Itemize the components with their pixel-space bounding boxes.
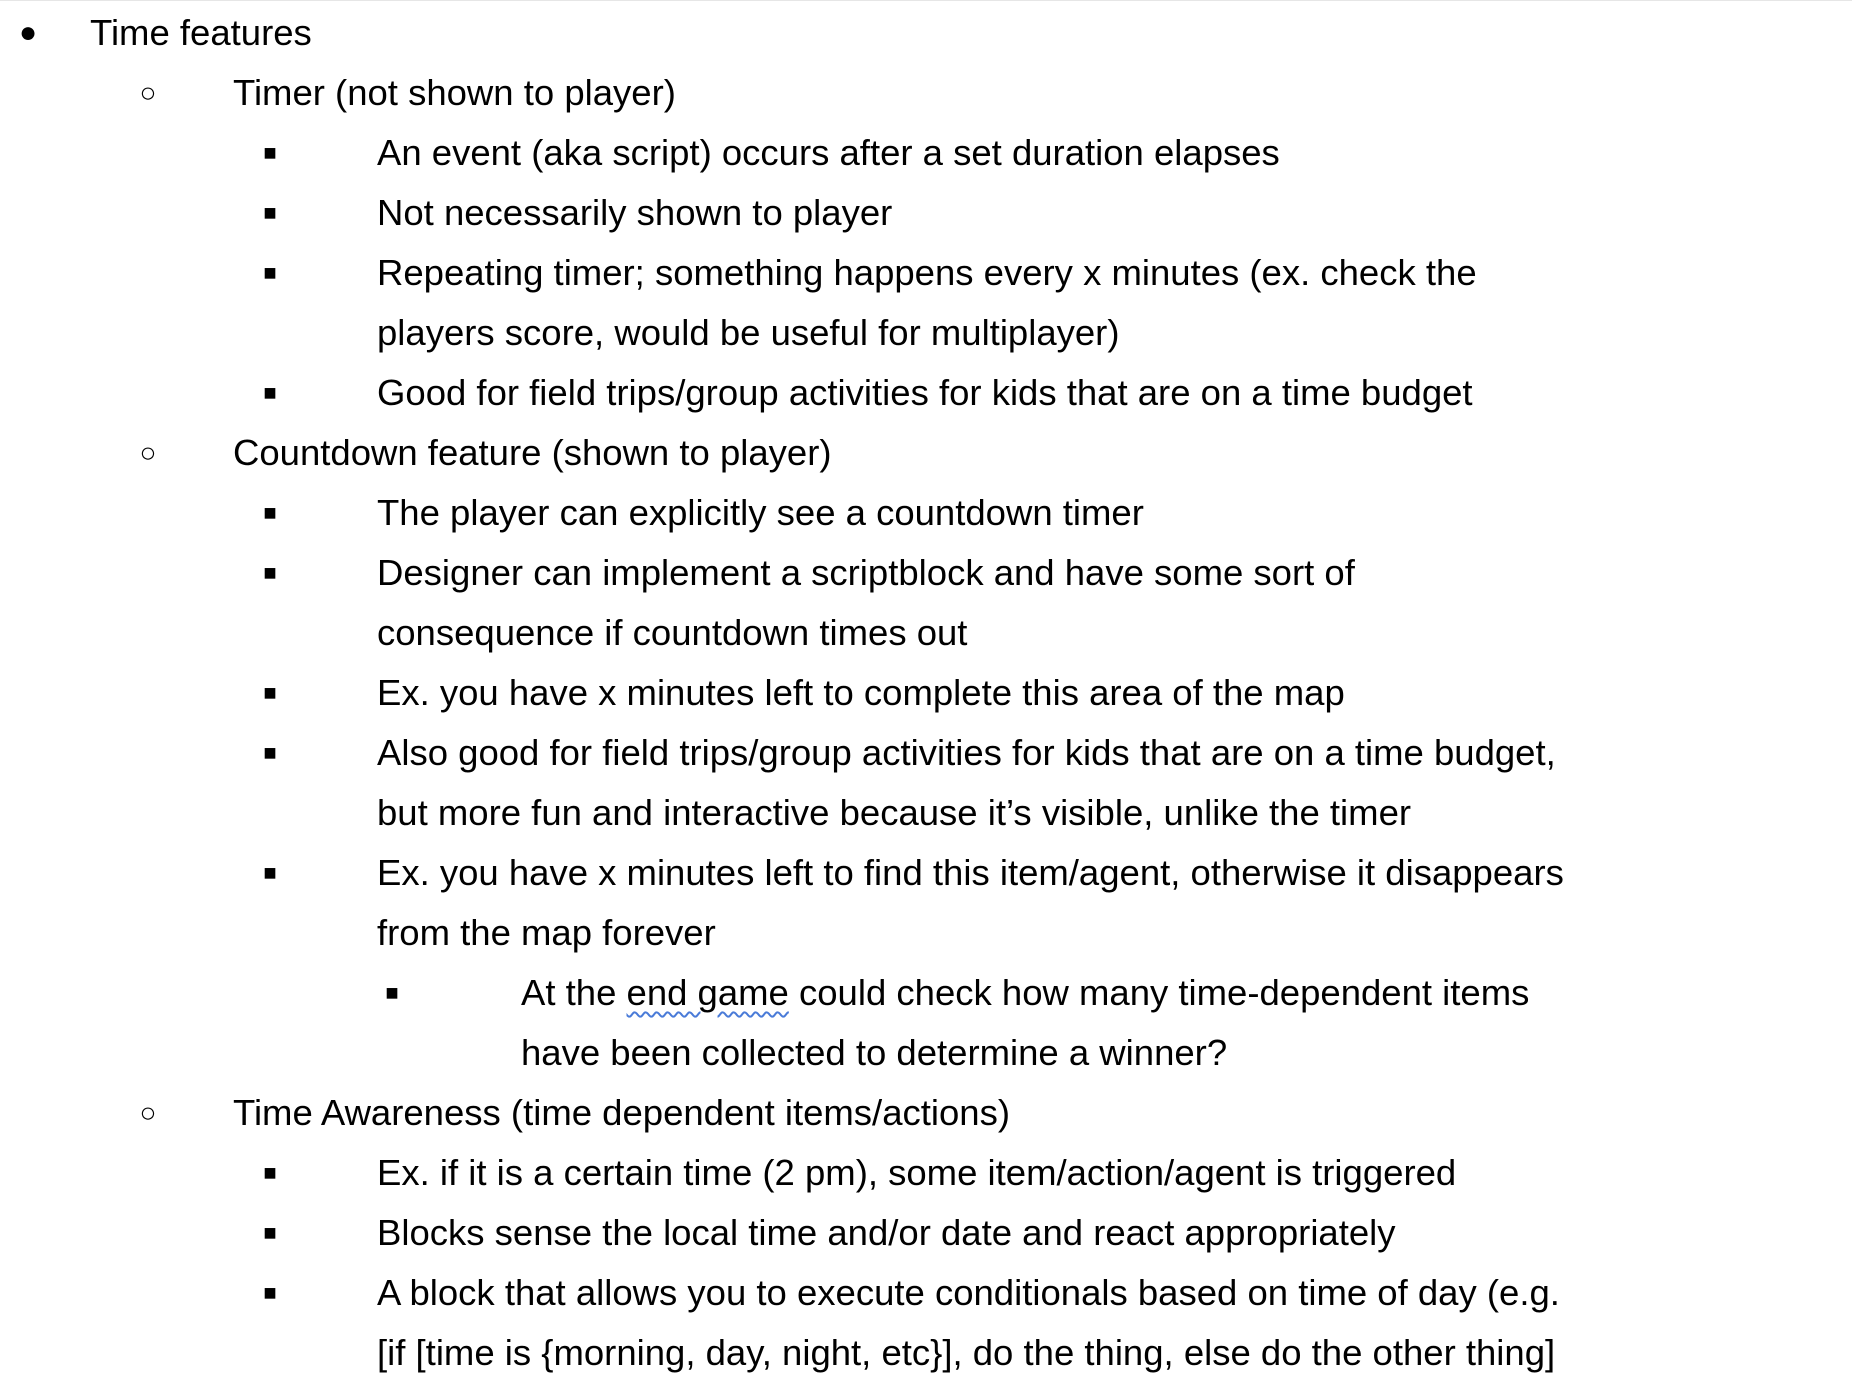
list-item-text: The player can explicitly see a countdown timer bbox=[377, 492, 1144, 533]
list-item-text: Time Awareness (time dependent items/actions) bbox=[233, 1092, 1010, 1133]
square-bullet-icon: ■ bbox=[263, 500, 277, 525]
list-item-text: from the map forever bbox=[377, 912, 716, 953]
square-bullet-icon: ■ bbox=[263, 1220, 277, 1245]
square-bullet-icon: ■ bbox=[263, 740, 277, 765]
square-bullet-icon: ■ bbox=[263, 260, 277, 285]
square-bullet-icon: ■ bbox=[263, 560, 277, 585]
hollow-circle-bullet-icon: ○ bbox=[139, 77, 157, 108]
list-item-text: [if [time is {morning, day, night, etc}], do the thing, else do the other thing] bbox=[377, 1332, 1556, 1373]
list-item-text: Good for field trips/group activities for kids that are on a time budget bbox=[377, 372, 1473, 413]
list-item-text: but more fun and interactive because it’s visible, unlike the timer bbox=[377, 792, 1412, 833]
list-item-text: Designer can implement a scriptblock and have some sort of bbox=[377, 552, 1355, 593]
list-item-text: At the end game could check how many time-dependent items bbox=[521, 972, 1530, 1013]
list-item-text: Ex. you have x minutes left to find this item/agent, otherwise it disappears bbox=[377, 852, 1564, 893]
list-item-text: Also good for field trips/group activities for kids that are on a time budget, bbox=[377, 732, 1556, 773]
list-item-text: Ex. you have x minutes left to complete this area of the map bbox=[377, 672, 1345, 713]
square-bullet-icon: ■ bbox=[385, 980, 399, 1005]
square-bullet-icon: ■ bbox=[263, 200, 277, 225]
square-bullet-icon: ■ bbox=[263, 140, 277, 165]
square-bullet-icon: ■ bbox=[263, 860, 277, 885]
list-item-text: Countdown feature (shown to player) bbox=[233, 432, 832, 473]
hollow-circle-bullet-icon: ○ bbox=[139, 437, 157, 468]
square-bullet-icon: ■ bbox=[263, 1280, 277, 1305]
list-item-text: Not necessarily shown to player bbox=[377, 192, 893, 233]
list-item-text: A block that allows you to execute conditionals based on time of day (e.g. bbox=[377, 1272, 1560, 1313]
list-item-text: Time features bbox=[90, 12, 312, 53]
list-item-text: Timer (not shown to player) bbox=[233, 72, 676, 113]
hollow-circle-bullet-icon: ○ bbox=[139, 1097, 157, 1128]
list-item-text: Repeating timer; something happens every x minutes (ex. check the bbox=[377, 252, 1477, 293]
list-item-text: An event (aka script) occurs after a set duration elapses bbox=[377, 132, 1280, 173]
square-bullet-icon: ■ bbox=[263, 380, 277, 405]
list-item-text: have been collected to determine a winner? bbox=[521, 1032, 1228, 1073]
spellcheck-underline[interactable]: end game bbox=[626, 972, 789, 1013]
square-bullet-icon: ■ bbox=[263, 680, 277, 705]
list-item-text: consequence if countdown times out bbox=[377, 612, 968, 653]
square-bullet-icon: ■ bbox=[263, 1160, 277, 1185]
filled-circle-bullet-icon: ● bbox=[18, 16, 38, 49]
list-item-text: Ex. if it is a certain time (2 pm), some item/action/agent is triggered bbox=[377, 1152, 1457, 1193]
list-item-text: players score, would be useful for multiplayer) bbox=[377, 312, 1120, 353]
list-item-text: Blocks sense the local time and/or date and react appropriately bbox=[377, 1212, 1396, 1253]
